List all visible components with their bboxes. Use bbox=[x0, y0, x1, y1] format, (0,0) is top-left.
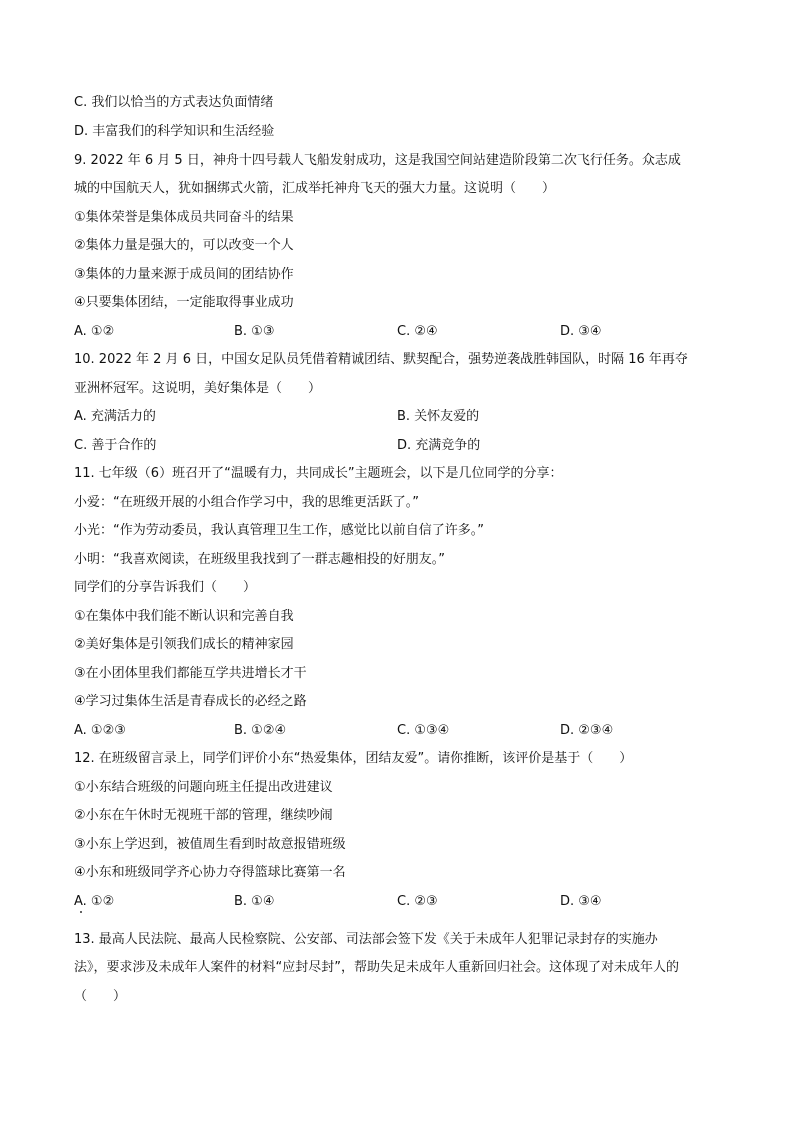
q10-stem-line1: 10. 2022 年 2 月 6 日，中国女足队员凭借着精诚团结、默契配合，强势逆袭战胜韩国队，时隔 16 年再夺 bbox=[74, 352, 688, 367]
q11-share-xiaoming: 小明：“我喜欢阅读，在班级里我找到了一群志趣相投的好朋友。” bbox=[74, 552, 445, 567]
q9-option-d: D. ③④ bbox=[560, 324, 602, 339]
q9-option-a: A. ①② bbox=[74, 324, 115, 339]
q9-statement-4: ④只要集体团结，一定能取得事业成功 bbox=[74, 295, 294, 310]
q12-stem: 12. 在班级留言录上，同学们评价小东“热爱集体，团结友爱”。请你推断，该评价是基于（ ） bbox=[74, 751, 633, 766]
q11-statement-3: ③在小团体里我们都能互学共进增长才干 bbox=[74, 666, 307, 681]
q12-option-a: A. ①② bbox=[74, 894, 115, 909]
q12-option-d: D. ③④ bbox=[560, 894, 602, 909]
q9-statement-3: ③集体的力量来源于成员间的团结协作 bbox=[74, 267, 294, 282]
q9-statement-2: ②集体力量是强大的，可以改变一个人 bbox=[74, 238, 294, 253]
q12-option-b: B. ①④ bbox=[234, 894, 275, 909]
q11-option-b: B. ①②④ bbox=[234, 723, 287, 738]
q11-question: 同学们的分享告诉我们（ ） bbox=[74, 580, 257, 595]
q13-stem-line3: （ ） bbox=[74, 989, 127, 1004]
q13-stem-line2: 法》，要求涉及未成年人案件的材料“应封尽封”，帮助失足未成年人重新回归社会。这体现了对未成年人的 bbox=[74, 960, 679, 975]
q11-statement-1: ①在集体中我们能不断认识和完善自我 bbox=[74, 609, 294, 624]
q8-option-c: C. 我们以恰当的方式表达负面情绪 bbox=[74, 95, 274, 110]
q10-stem-line2: 亚洲杯冠军。这说明，美好集体是（ ） bbox=[74, 381, 322, 396]
q10-option-b: B. 关怀友爱的 bbox=[397, 409, 480, 424]
q10-option-a: A. 充满活力的 bbox=[74, 409, 156, 424]
stray-dot-mark bbox=[80, 911, 82, 913]
q11-option-d: D. ②③④ bbox=[560, 723, 614, 738]
q8-option-d: D. 丰富我们的科学知识和生活经验 bbox=[74, 124, 275, 139]
q12-statement-2: ②小东在午休时无视班干部的管理，继续吵闹 bbox=[74, 808, 333, 823]
q10-option-d: D. 充满竞争的 bbox=[397, 438, 481, 453]
q9-option-b: B. ①③ bbox=[234, 324, 275, 339]
q9-statement-1: ①集体荣誉是集体成员共同奋斗的结果 bbox=[74, 210, 294, 225]
q11-statement-2: ②美好集体是引领我们成长的精神家园 bbox=[74, 637, 294, 652]
q13-stem-line1: 13. 最高人民法院、最高人民检察院、公安部、司法部会签下发《关于未成年人犯罪记录封存的实施办 bbox=[74, 932, 658, 947]
q12-option-c: C. ②③ bbox=[397, 894, 438, 909]
q9-stem-line2: 城的中国航天人，犹如捆绑式火箭，汇成举托神舟飞天的强大力量。这说明（ ） bbox=[74, 181, 556, 196]
q12-statement-4: ④小东和班级同学齐心协力夺得篮球比赛第一名 bbox=[74, 865, 346, 880]
q12-statement-3: ③小东上学迟到，被值周生看到时故意报错班级 bbox=[74, 837, 346, 852]
q9-option-c: C. ②④ bbox=[397, 324, 438, 339]
q11-statement-4: ④学习过集体生活是青春成长的必经之路 bbox=[74, 694, 307, 709]
q12-statement-1: ①小东结合班级的问题向班主任提出改进建议 bbox=[74, 780, 333, 795]
q11-share-xiaoguang: 小光：“作为劳动委员，我认真管理卫生工作，感觉比以前自信了许多。” bbox=[74, 523, 484, 538]
q10-option-c: C. 善于合作的 bbox=[74, 438, 157, 453]
q11-option-a: A. ①②③ bbox=[74, 723, 126, 738]
q11-option-c: C. ①③④ bbox=[397, 723, 450, 738]
q9-stem-line1: 9. 2022 年 6 月 5 日，神舟十四号载人飞船发射成功，这是我国空间站建造阶段第二次飞行任务。众志成 bbox=[74, 153, 681, 168]
q11-share-xiaoai: 小爱：“在班级开展的小组合作学习中，我的思维更活跃了。” bbox=[74, 495, 419, 510]
q11-stem: 11. 七年级（6）班召开了“温暖有力，共同成长”主题班会，以下是几位同学的分享： bbox=[74, 466, 563, 481]
